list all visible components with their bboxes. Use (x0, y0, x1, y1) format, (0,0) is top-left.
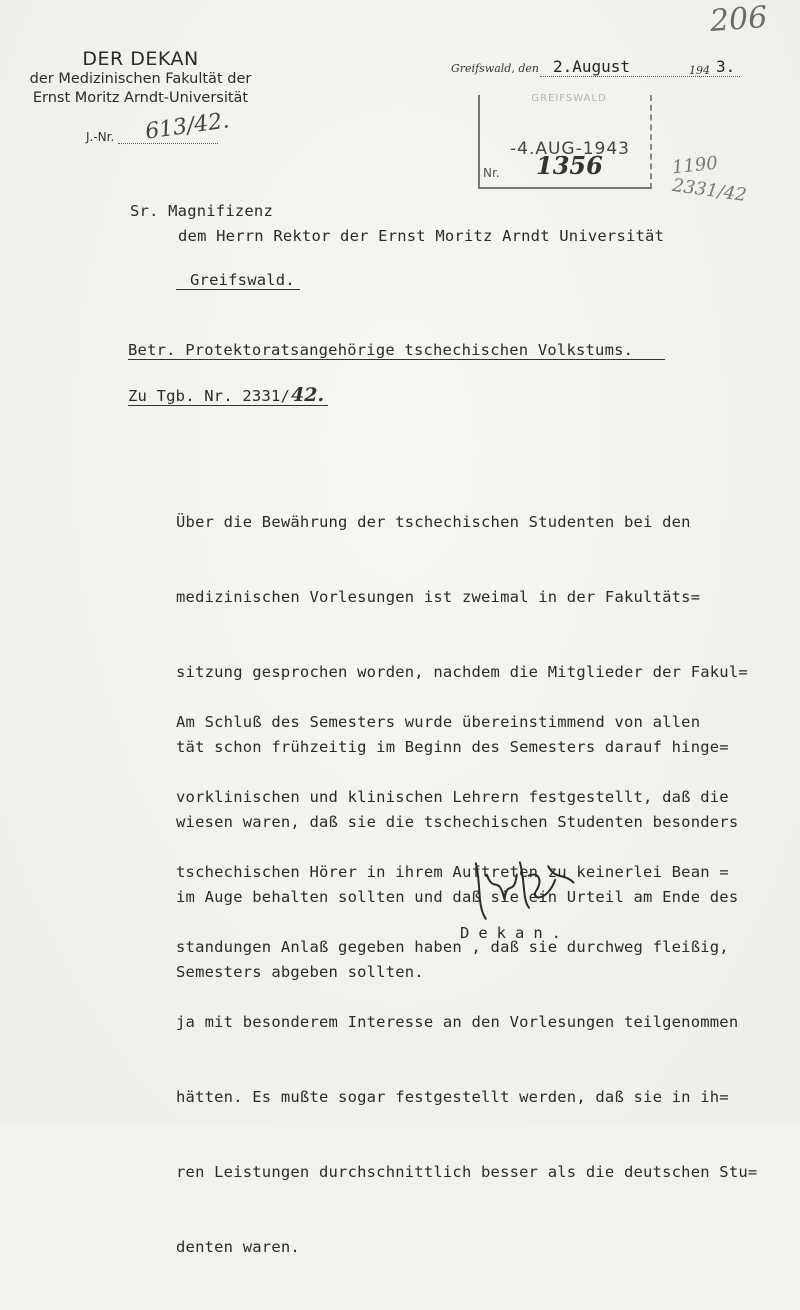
paragraph-line: tät schon frühzeitig im Beginn des Semesters darauf hinge= (176, 738, 729, 756)
dateline-rule (540, 76, 740, 77)
paragraph-line: tschechischen Hörer in ihrem Auftreten zu keinerlei Bean = (176, 863, 729, 881)
paragraph-line: standungen Anlaß gegeben haben , daß sie durchweg fleißig, (176, 938, 729, 956)
paragraph-line: ren Leistungen durchschnittlich besser als die deutschen Stu= (176, 1163, 758, 1181)
paragraph-line: im Auge behalten sollten und daß sie ein Urteil am Ende des (176, 888, 739, 906)
stamp-faint-text: GREIFSWALD (531, 93, 607, 104)
address-line-2: dem Herrn Rektor der Ernst Moritz Arndt Universität (178, 227, 665, 245)
letterhead-title: DER DEKAN (82, 48, 199, 70)
dateline-place: Greifswald, den (451, 62, 539, 75)
letterhead-line-1: der Medizinischen Fakultät der (29, 71, 252, 87)
paragraph-line: sitzung gesprochen worden, nachdem die Mitglieder der Fakul= (176, 663, 748, 681)
signature-title: Dekan. (460, 924, 570, 942)
paragraph-line: Über die Bewährung der tschechischen Studenten bei den (176, 513, 691, 531)
dateline-year-digit: 3. (716, 57, 736, 76)
dateline-date: 2.August (553, 57, 631, 76)
paragraph-line: ja mit besonderem Interesse an den Vorlesungen teilgenommen (176, 1013, 739, 1031)
journal-number-label: J.-Nr. (86, 130, 115, 144)
margin-note-1: 1190 (671, 152, 719, 179)
paragraph-line: wiesen waren, daß sie die tschechischen Studenten besonders (176, 813, 739, 831)
page-number: 206 (708, 0, 769, 39)
dateline-year-prefix: 194 (689, 64, 710, 77)
paragraph-line: hätten. Es mußte sogar festgestellt werden, daß sie in ih= (176, 1088, 729, 1106)
address-line-3: Greifswald. (190, 271, 295, 289)
address-line-1: Sr. Magnifizenz (130, 202, 273, 220)
stamp-number-handwritten: 1356 (536, 151, 603, 180)
paragraph-line: Am Schluß des Semesters wurde übereinstimmend von allen (176, 713, 701, 731)
journal-number-line (118, 143, 218, 144)
paragraph-line: denten waren. (176, 1238, 300, 1256)
paragraph-line: Semesters abgeben sollten. (176, 963, 424, 981)
address-underline (176, 289, 300, 290)
journal-number-handwritten: 613/42. (143, 108, 231, 145)
margin-note-2: 2331/42 (670, 174, 748, 207)
signature-scribble (467, 848, 582, 926)
reference-handwritten: 42. (291, 384, 325, 406)
reference-line: Zu Tgb. Nr. 2331/ (128, 387, 291, 405)
subject-line: Betr. Protektoratsangehörige tschechischen Volkstums. (128, 341, 634, 359)
subject-underline (128, 359, 665, 360)
reference-underline (128, 405, 328, 406)
paragraph-line: medizinischen Vorlesungen ist zweimal in der Fakultäts= (176, 588, 701, 606)
letterhead (18, 48, 263, 108)
letterhead-line-2: Ernst Moritz Arndt-Universität (32, 90, 249, 106)
paragraph-2 (176, 660, 757, 1310)
paragraph-line: vorklinischen und klinischen Lehrern festgestellt, daß die (176, 788, 729, 806)
stamp-number-label: Nr. (483, 166, 500, 180)
stamp-date: -4.AUG-1943 (510, 139, 630, 159)
